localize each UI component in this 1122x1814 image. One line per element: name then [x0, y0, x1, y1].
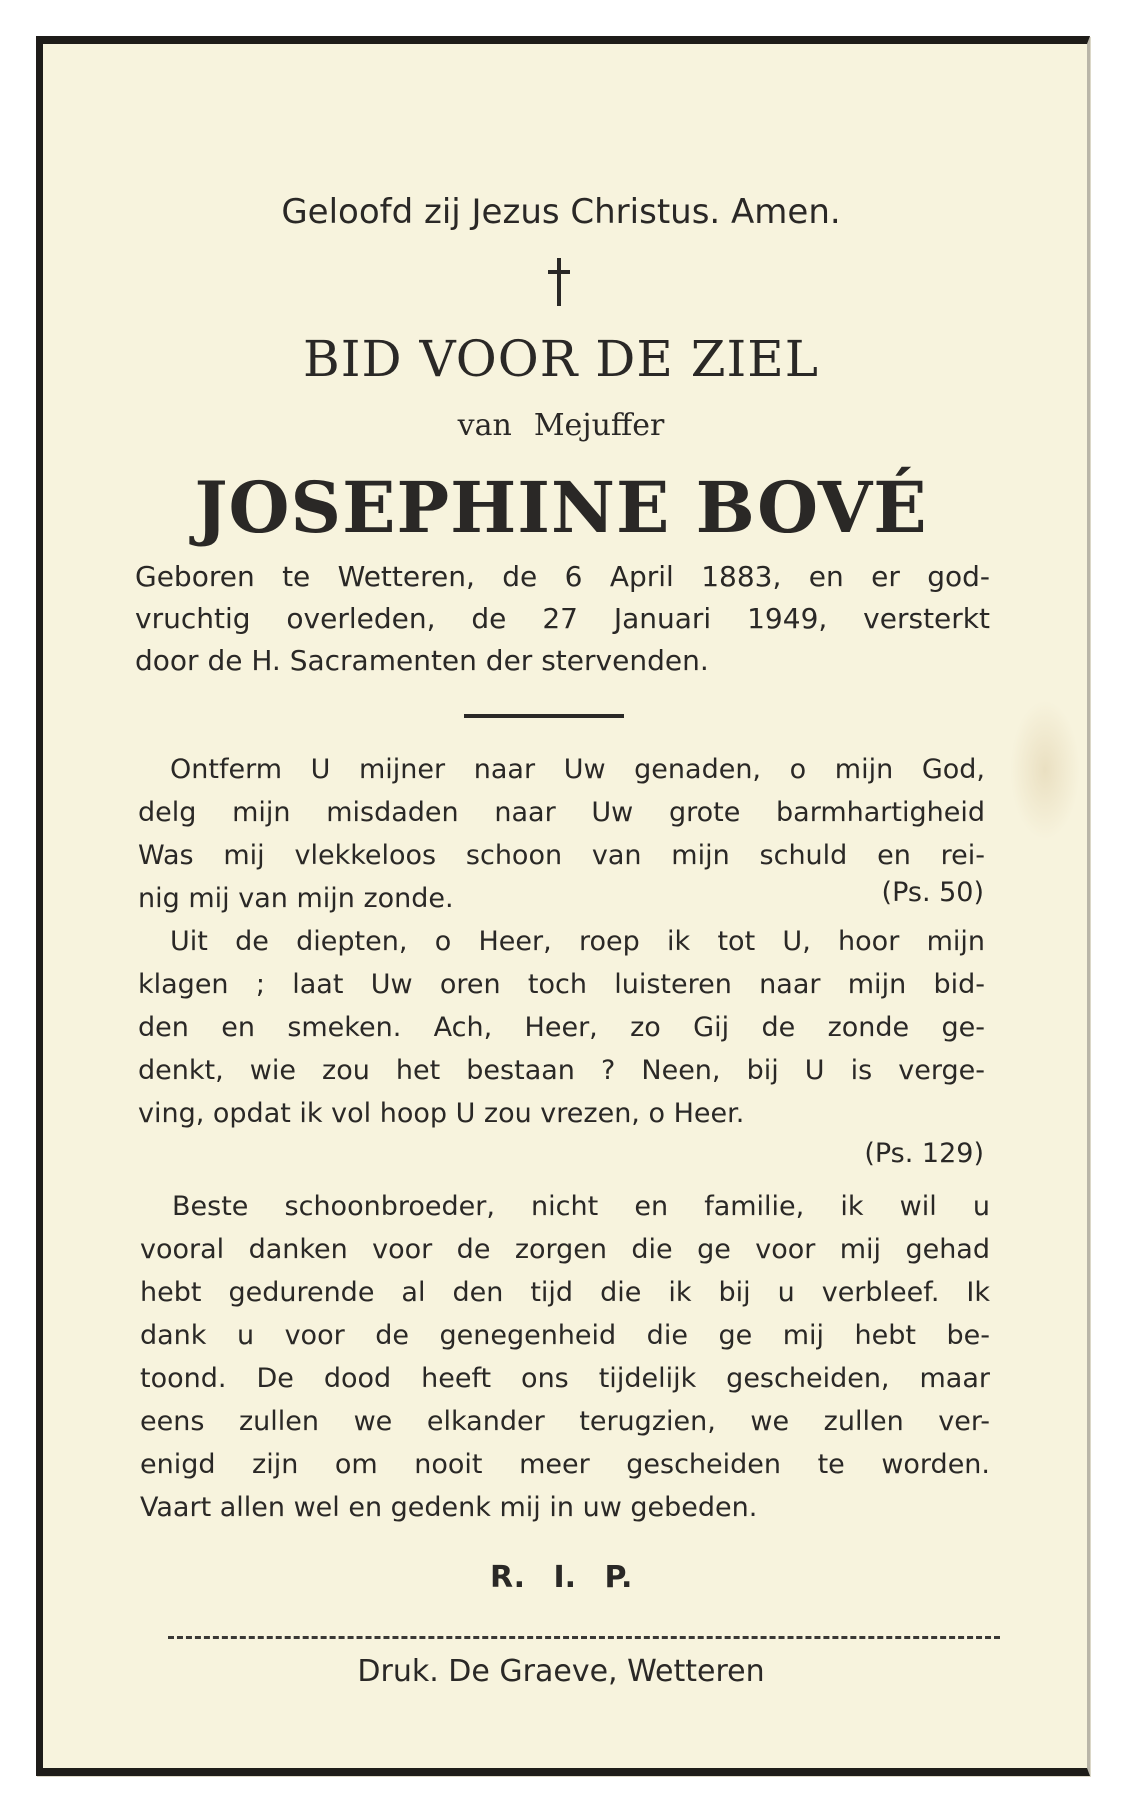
- psalm129-line: klagen ; laat Uw oren toch luisteren naar mijn bid-: [138, 969, 985, 1000]
- psalm129-reference: (Ps. 129): [864, 1138, 984, 1169]
- farewell-line: eens zullen we elkander terugzien, we zullen ver-: [140, 1406, 990, 1437]
- psalm129-line: denkt, wie zou het bestaan ? Neen, bij U is verge-: [138, 1055, 985, 1086]
- paper-stain: [1010, 700, 1080, 840]
- farewell-line: vooral danken voor de zorgen die ge voor mij gehad: [140, 1234, 990, 1265]
- deceased-name: JOSEPHINE BOVÉ: [194, 466, 928, 549]
- bio-line: vruchtig overleden, de 27 Januari 1949, versterkt: [135, 602, 990, 635]
- psalm50-line: delg mijn misdaden naar Uw grote barmhartigheid: [138, 797, 985, 828]
- dashed-divider: [168, 1636, 1000, 1639]
- prayer-title: BID VOOR DE ZIEL: [303, 330, 819, 388]
- psalm50-reference: (Ps. 50): [881, 877, 984, 908]
- farewell-line: Vaart allen wel en gedenk mij in uw gebeden.: [140, 1492, 758, 1523]
- farewell-line: enigd zijn om nooit meer gescheiden te worden.: [140, 1449, 990, 1480]
- bio-line: door de H. Sacramenten der stervenden.: [135, 644, 709, 677]
- rip-text: R. I. P.: [490, 1560, 633, 1595]
- cross-icon: [548, 258, 570, 306]
- printer-credit: Druk. De Graeve, Wetteren: [357, 1654, 765, 1689]
- psalm50-line: Ontferm U mijner naar Uw genaden, o mijn God,: [170, 754, 985, 785]
- psalm50-line: nig mij van mijn zonde.: [138, 883, 454, 914]
- psalm129-line: ving, opdat ik vol hoop U zou vrezen, o Heer.: [138, 1098, 745, 1129]
- farewell-line: toond. De dood heeft ons tijdelijk gescheiden, maar: [140, 1363, 990, 1394]
- bio-line: Geboren te Wetteren, de 6 April 1883, en er god-: [135, 560, 990, 593]
- farewell-line: dank u voor de genegenheid die ge mij hebt be-: [140, 1320, 990, 1351]
- divider: [464, 714, 624, 718]
- farewell-line: Beste schoonbroeder, nicht en familie, ik wil u: [172, 1191, 990, 1222]
- opening-prayer: Geloofd zij Jezus Christus. Amen.: [281, 192, 841, 232]
- subtitle-van: van: [457, 408, 512, 443]
- psalm129-line: Uit de diepten, o Heer, roep ik tot U, hoor mijn: [170, 926, 985, 957]
- farewell-line: hebt gedurende al den tijd die ik bij u verbleef. Ik: [140, 1277, 990, 1308]
- subtitle-title: Mejuffer: [533, 408, 665, 443]
- psalm50-line: Was mij vlekkeloos schoon van mijn schuld en rei-: [138, 840, 985, 871]
- subtitle: [0, 408, 1122, 443]
- psalm129-line: den en smeken. Ach, Heer, zo Gij de zonde ge-: [138, 1012, 985, 1043]
